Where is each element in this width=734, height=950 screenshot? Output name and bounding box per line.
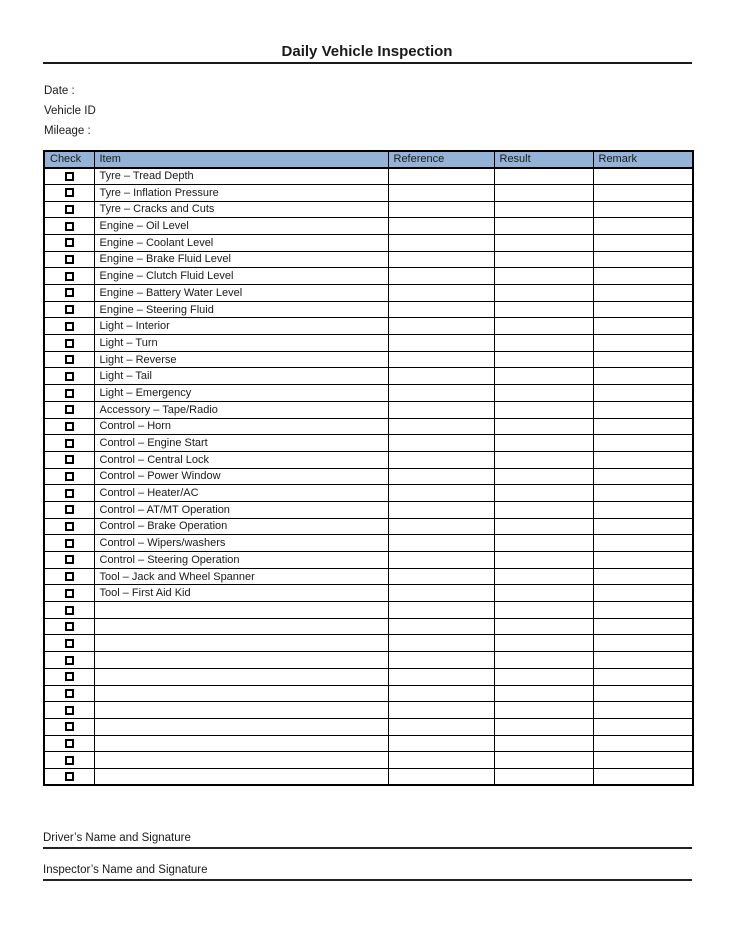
reference-cell: [388, 301, 494, 318]
reference-cell: [388, 535, 494, 552]
table-row: [44, 718, 693, 735]
result-cell: [494, 568, 593, 585]
header-remark: Remark: [593, 151, 693, 168]
result-cell: [494, 418, 593, 435]
item-cell: [94, 768, 388, 785]
result-cell: [494, 602, 593, 619]
check-cell: [44, 602, 94, 619]
reference-cell: [388, 635, 494, 652]
item-cell: Control – Central Lock: [94, 451, 388, 468]
item-cell: [94, 652, 388, 669]
date-label: Date :: [44, 85, 75, 97]
table-row: [44, 368, 693, 385]
check-cell: [44, 318, 94, 335]
checkbox-icon[interactable]: [65, 339, 74, 348]
checkbox-icon[interactable]: [65, 606, 74, 615]
table-row: [44, 451, 693, 468]
table-row: [44, 418, 693, 435]
remark-cell: [593, 618, 693, 635]
table-row: [44, 585, 693, 602]
checkbox-icon[interactable]: [65, 555, 74, 564]
item-cell: Control – Horn: [94, 418, 388, 435]
result-cell: [494, 768, 593, 785]
item-cell: Tool – First Aid Kid: [94, 585, 388, 602]
checkbox-icon[interactable]: [65, 322, 74, 331]
result-cell: [494, 652, 593, 669]
item-cell: [94, 735, 388, 752]
table-row: [44, 685, 693, 702]
reference-cell: [388, 218, 494, 235]
item-cell: [94, 618, 388, 635]
table-row: [44, 184, 693, 201]
remark-cell: [593, 668, 693, 685]
remark-cell: [593, 735, 693, 752]
item-cell: Control – Power Window: [94, 468, 388, 485]
check-cell: [44, 468, 94, 485]
checkbox-icon[interactable]: [65, 489, 74, 498]
remark-cell: [593, 518, 693, 535]
inspection-table-body: [44, 168, 693, 785]
check-cell: [44, 451, 94, 468]
checkbox-icon[interactable]: [65, 522, 74, 531]
table-row: [44, 752, 693, 769]
remark-cell: [593, 168, 693, 185]
reference-cell: [388, 501, 494, 518]
table-row: [44, 251, 693, 268]
table-row: [44, 501, 693, 518]
reference-cell: [388, 685, 494, 702]
table-row: [44, 768, 693, 785]
table-row: [44, 568, 693, 585]
checkbox-icon[interactable]: [65, 288, 74, 297]
reference-cell: [388, 285, 494, 302]
remark-cell: [593, 218, 693, 235]
item-cell: Engine – Clutch Fluid Level: [94, 268, 388, 285]
check-cell: [44, 385, 94, 402]
remark-cell: [593, 485, 693, 502]
remark-cell: [593, 568, 693, 585]
item-cell: Tyre – Cracks and Cuts: [94, 201, 388, 218]
check-cell: [44, 368, 94, 385]
table-row: [44, 218, 693, 235]
table-row: [44, 468, 693, 485]
reference-cell: [388, 518, 494, 535]
check-cell: [44, 618, 94, 635]
item-cell: [94, 752, 388, 769]
checkbox-icon[interactable]: [65, 706, 74, 715]
table-row: [44, 618, 693, 635]
reference-cell: [388, 768, 494, 785]
reference-cell: [388, 351, 494, 368]
checkbox-icon[interactable]: [65, 505, 74, 514]
checkbox-icon[interactable]: [65, 689, 74, 698]
checkbox-icon[interactable]: [65, 305, 74, 314]
check-cell: [44, 285, 94, 302]
table-row: [44, 351, 693, 368]
remark-cell: [593, 585, 693, 602]
item-cell: Light – Tail: [94, 368, 388, 385]
table-row: [44, 335, 693, 352]
reference-cell: [388, 735, 494, 752]
check-cell: [44, 485, 94, 502]
item-cell: Light – Reverse: [94, 351, 388, 368]
vehicle-id-label: Vehicle ID: [44, 105, 96, 117]
remark-cell: [593, 351, 693, 368]
check-cell: [44, 218, 94, 235]
item-cell: Control – Brake Operation: [94, 518, 388, 535]
result-cell: [494, 685, 593, 702]
check-cell: [44, 418, 94, 435]
remark-cell: [593, 435, 693, 452]
checkbox-icon[interactable]: [65, 205, 74, 214]
checkbox-icon[interactable]: [65, 589, 74, 598]
remark-cell: [593, 552, 693, 569]
remark-cell: [593, 318, 693, 335]
check-cell: [44, 351, 94, 368]
item-cell: [94, 602, 388, 619]
checkbox-icon[interactable]: [65, 622, 74, 631]
result-cell: [494, 668, 593, 685]
remark-cell: [593, 468, 693, 485]
reference-cell: [388, 552, 494, 569]
check-cell: [44, 435, 94, 452]
checkbox-icon[interactable]: [65, 656, 74, 665]
table-row: [44, 401, 693, 418]
check-cell: [44, 668, 94, 685]
checkbox-icon[interactable]: [65, 439, 74, 448]
check-cell: [44, 752, 94, 769]
check-cell: [44, 335, 94, 352]
check-cell: [44, 685, 94, 702]
remark-cell: [593, 368, 693, 385]
item-cell: [94, 718, 388, 735]
table-row: [44, 652, 693, 669]
item-cell: Control – Heater/AC: [94, 485, 388, 502]
check-cell: [44, 585, 94, 602]
title-rule: [43, 62, 692, 64]
result-cell: [494, 318, 593, 335]
checkbox-icon[interactable]: [65, 272, 74, 281]
remark-cell: [593, 718, 693, 735]
item-cell: Tyre – Inflation Pressure: [94, 184, 388, 201]
inspection-table: [43, 150, 694, 786]
result-cell: [494, 718, 593, 735]
check-cell: [44, 184, 94, 201]
remark-cell: [593, 451, 693, 468]
reference-cell: [388, 568, 494, 585]
reference-cell: [388, 335, 494, 352]
checkbox-icon[interactable]: [65, 739, 74, 748]
result-cell: [494, 184, 593, 201]
item-cell: [94, 635, 388, 652]
checkbox-icon[interactable]: [65, 355, 74, 364]
remark-cell: [593, 768, 693, 785]
reference-cell: [388, 668, 494, 685]
check-cell: [44, 718, 94, 735]
header-item: Item: [94, 151, 388, 168]
reference-cell: [388, 435, 494, 452]
checkbox-icon[interactable]: [65, 238, 74, 247]
result-cell: [494, 501, 593, 518]
item-cell: Control – Wipers/washers: [94, 535, 388, 552]
reference-cell: [388, 718, 494, 735]
info-block: [44, 81, 96, 141]
table-row: [44, 168, 693, 185]
result-cell: [494, 468, 593, 485]
remark-cell: [593, 635, 693, 652]
remark-cell: [593, 535, 693, 552]
checkbox-icon[interactable]: [65, 188, 74, 197]
page-title: Daily Vehicle Inspection: [281, 43, 453, 60]
result-cell: [494, 234, 593, 251]
table-row: [44, 234, 693, 251]
remark-cell: [593, 184, 693, 201]
reference-cell: [388, 268, 494, 285]
remark-cell: [593, 301, 693, 318]
item-cell: [94, 668, 388, 685]
reference-cell: [388, 602, 494, 619]
remark-cell: [593, 335, 693, 352]
result-cell: [494, 301, 593, 318]
remark-cell: [593, 385, 693, 402]
item-cell: Tool – Jack and Wheel Spanner: [94, 568, 388, 585]
check-cell: [44, 501, 94, 518]
item-cell: Accessory – Tape/Radio: [94, 401, 388, 418]
result-cell: [494, 201, 593, 218]
result-cell: [494, 702, 593, 719]
check-cell: [44, 702, 94, 719]
reference-cell: [388, 618, 494, 635]
remark-cell: [593, 685, 693, 702]
item-cell: [94, 702, 388, 719]
result-cell: [494, 435, 593, 452]
check-cell: [44, 735, 94, 752]
result-cell: [494, 451, 593, 468]
remark-cell: [593, 234, 693, 251]
result-cell: [494, 385, 593, 402]
checkbox-icon[interactable]: [65, 572, 74, 581]
check-cell: [44, 568, 94, 585]
reference-cell: [388, 318, 494, 335]
table-row: [44, 485, 693, 502]
check-cell: [44, 201, 94, 218]
remark-cell: [593, 201, 693, 218]
header-result: Result: [494, 151, 593, 168]
result-cell: [494, 735, 593, 752]
result-cell: [494, 518, 593, 535]
result-cell: [494, 635, 593, 652]
table-row: [44, 602, 693, 619]
item-cell: Engine – Coolant Level: [94, 234, 388, 251]
reference-cell: [388, 652, 494, 669]
table-row: [44, 535, 693, 552]
reference-cell: [388, 184, 494, 201]
reference-cell: [388, 418, 494, 435]
checkbox-icon[interactable]: [65, 672, 74, 681]
result-cell: [494, 268, 593, 285]
result-cell: [494, 401, 593, 418]
reference-cell: [388, 702, 494, 719]
reference-cell: [388, 385, 494, 402]
item-cell: Light – Interior: [94, 318, 388, 335]
checkbox-icon[interactable]: [65, 372, 74, 381]
reference-cell: [388, 201, 494, 218]
reference-cell: [388, 451, 494, 468]
header-reference: Reference: [388, 151, 494, 168]
remark-cell: [593, 285, 693, 302]
check-cell: [44, 535, 94, 552]
item-cell: Control – Engine Start: [94, 435, 388, 452]
item-cell: Tyre – Tread Depth: [94, 168, 388, 185]
item-cell: Control – AT/MT Operation: [94, 501, 388, 518]
mileage-label: Mileage :: [44, 125, 91, 137]
checkbox-icon[interactable]: [65, 539, 74, 548]
remark-cell: [593, 418, 693, 435]
item-cell: Engine – Steering Fluid: [94, 301, 388, 318]
result-cell: [494, 585, 593, 602]
table-row: [44, 518, 693, 535]
result-cell: [494, 618, 593, 635]
table-row: [44, 668, 693, 685]
remark-cell: [593, 602, 693, 619]
table-row: [44, 435, 693, 452]
result-cell: [494, 351, 593, 368]
table-row: [44, 635, 693, 652]
reference-cell: [388, 752, 494, 769]
remark-cell: [593, 702, 693, 719]
driver-signature-line: Driver’s Name and Signature: [43, 832, 692, 849]
result-cell: [494, 218, 593, 235]
check-cell: [44, 168, 94, 185]
remark-cell: [593, 501, 693, 518]
checkbox-icon[interactable]: [65, 172, 74, 181]
check-cell: [44, 768, 94, 785]
reference-cell: [388, 468, 494, 485]
reference-cell: [388, 251, 494, 268]
check-cell: [44, 518, 94, 535]
checkbox-icon[interactable]: [65, 472, 74, 481]
table-row: [44, 318, 693, 335]
remark-cell: [593, 752, 693, 769]
check-cell: [44, 234, 94, 251]
result-cell: [494, 335, 593, 352]
reference-cell: [388, 585, 494, 602]
table-row: [44, 285, 693, 302]
result-cell: [494, 552, 593, 569]
inspection-table-header: [44, 151, 693, 168]
checkbox-icon[interactable]: [65, 772, 74, 781]
table-row: [44, 301, 693, 318]
checkbox-icon[interactable]: [65, 255, 74, 264]
result-cell: [494, 285, 593, 302]
remark-cell: [593, 652, 693, 669]
table-row: [44, 268, 693, 285]
table-row: [44, 702, 693, 719]
item-cell: [94, 685, 388, 702]
checkbox-icon[interactable]: [65, 455, 74, 464]
checkbox-icon[interactable]: [65, 639, 74, 648]
item-cell: Light – Emergency: [94, 385, 388, 402]
check-cell: [44, 652, 94, 669]
result-cell: [494, 752, 593, 769]
header-row: [44, 151, 693, 168]
checkbox-icon[interactable]: [65, 422, 74, 431]
reference-cell: [388, 401, 494, 418]
remark-cell: [593, 401, 693, 418]
result-cell: [494, 368, 593, 385]
item-cell: Engine – Brake Fluid Level: [94, 251, 388, 268]
checkbox-icon[interactable]: [65, 389, 74, 398]
remark-cell: [593, 251, 693, 268]
table-row: [44, 552, 693, 569]
item-cell: Control – Steering Operation: [94, 552, 388, 569]
item-cell: Light – Turn: [94, 335, 388, 352]
reference-cell: [388, 168, 494, 185]
table-row: [44, 201, 693, 218]
result-cell: [494, 251, 593, 268]
result-cell: [494, 535, 593, 552]
checkbox-icon[interactable]: [65, 722, 74, 731]
table-row: [44, 385, 693, 402]
inspector-signature-line: Inspector’s Name and Signature: [43, 864, 692, 881]
check-cell: [44, 552, 94, 569]
reference-cell: [388, 485, 494, 502]
table-row: [44, 735, 693, 752]
checkbox-icon[interactable]: [65, 756, 74, 765]
reference-cell: [388, 234, 494, 251]
result-cell: [494, 168, 593, 185]
remark-cell: [593, 268, 693, 285]
item-cell: Engine – Oil Level: [94, 218, 388, 235]
check-cell: [44, 635, 94, 652]
item-cell: Engine – Battery Water Level: [94, 285, 388, 302]
check-cell: [44, 401, 94, 418]
check-cell: [44, 301, 94, 318]
check-cell: [44, 268, 94, 285]
result-cell: [494, 485, 593, 502]
check-cell: [44, 251, 94, 268]
header-check: Check: [44, 151, 94, 168]
reference-cell: [388, 368, 494, 385]
checkbox-icon[interactable]: [65, 405, 74, 414]
checkbox-icon[interactable]: [65, 222, 74, 231]
